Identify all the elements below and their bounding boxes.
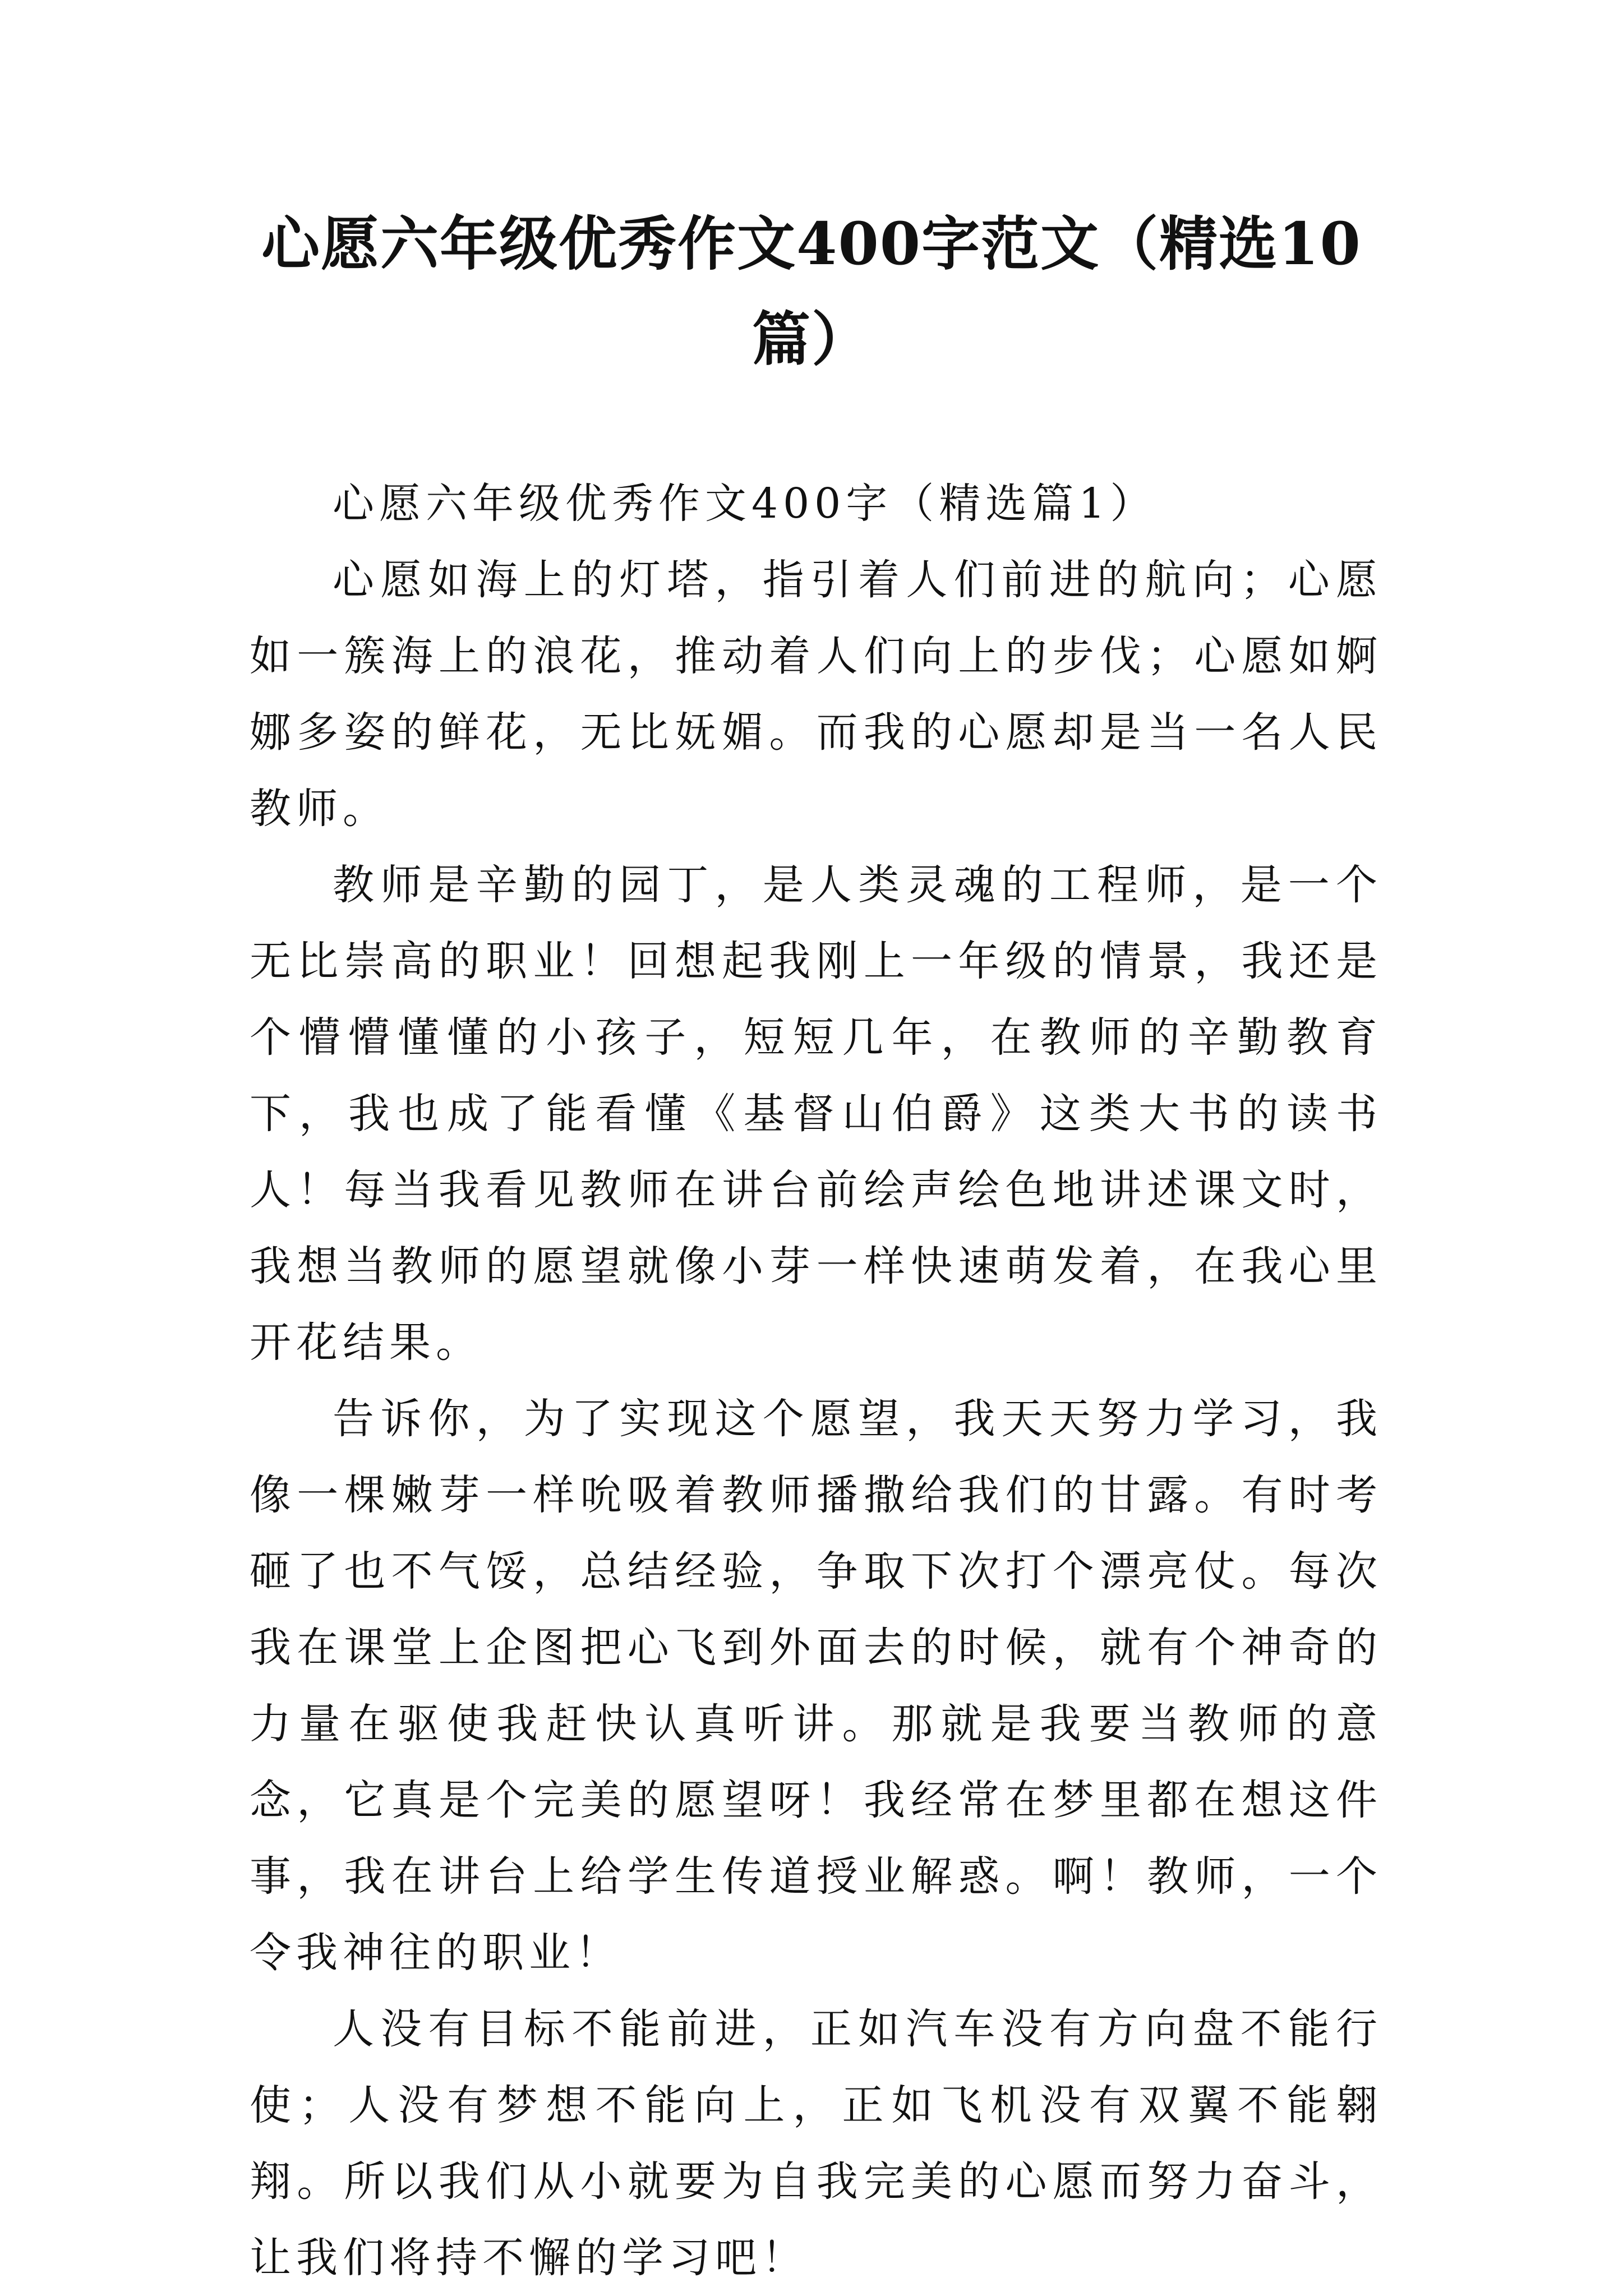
body-paragraph: 教师是辛勤的园丁，是人类灵魂的工程师，是一个无比崇高的职业！回想起我刚上一年级的情景，我还是个懵懵懂懂的小孩子，短短几年，在教师的辛勤教育下，我也成了能看懂《基督山伯爵》这类大书的读书人！每当我看见教师在讲台前绘声绘色地讲述课文时，我想当教师的愿望就像小芽一样快速萌发着，在我心里开花结果。 (250, 861, 1382, 1367)
body-paragraph: 人没有目标不能前进，正如汽车没有方向盘不能行使；人没有梦想不能向上，正如飞机没有双翼不能翱翔。所以我们从小就要为自我完美的心愿而努力奋斗，让我们将持不懈的学习吧！ (250, 2005, 1382, 2282)
body-paragraph: 告诉你，为了实现这个愿望，我天天努力学习，我像一棵嫩芽一样吮吸着教师播撒给我们的甘露。有时考砸了也不气馁，总结经验，争取下次打个漂亮仗。每次我在课堂上企图把心飞到外面去的时候，就有个神奇的力量在驱使我赶快认真听讲。那就是我要当教师的意念，它真是个完美的愿望呀！我经常在梦里都在想这件事，我在讲台上给学生传道授业解惑。啊！教师，一个令我神往的职业！ (250, 1395, 1382, 1977)
section-heading: 心愿六年级优秀作文400字（精选篇1） (333, 480, 1157, 528)
document-title: 心愿六年级优秀作文400字范文（精选10篇） (261, 209, 1362, 374)
document-body (250, 465, 1382, 2296)
body-paragraph: 心愿如海上的灯塔，指引着人们前进的航向；心愿如一簇海上的浪花，推动着人们向上的步伐；心愿如婀娜多姿的鲜花，无比妩媚。而我的心愿却是当一名人民教师。 (250, 556, 1382, 833)
